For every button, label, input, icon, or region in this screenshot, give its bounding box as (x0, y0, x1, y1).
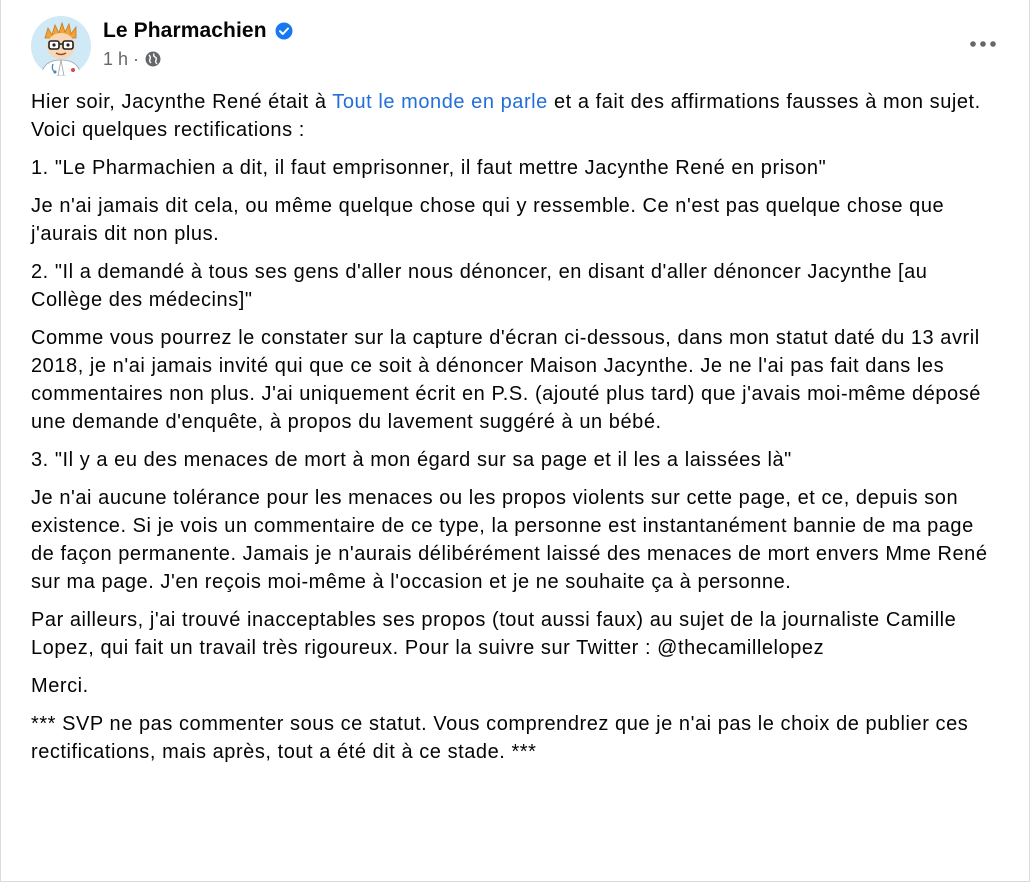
post-paragraph: Par ailleurs, j'ai trouvé inacceptables ses propos (tout aussi faux) au sujet de la journaliste Camille Lopez, qui fait un travail très rigoureux. Pour la suivre sur Twitter : @thecamillelopez (31, 609, 957, 659)
verified-badge-icon (275, 22, 293, 40)
more-options-button[interactable] (965, 28, 1001, 60)
post-paragraph: Je n'ai jamais dit cela, ou même quelque chose qui y ressemble. Ce n'est pas quelque chose que j'aurais dit non plus. (31, 195, 945, 245)
post-paragraph: 3. "Il y a eu des menaces de mort à mon égard sur sa page et il les a laissées là" (31, 449, 792, 471)
post-header (31, 16, 293, 80)
tout-le-monde-en-parle-link[interactable]: Tout le monde en parle (332, 91, 548, 113)
author-avatar[interactable] (31, 16, 91, 76)
post-paragraph: Merci. (31, 675, 89, 697)
post-body (31, 88, 1003, 776)
post-meta (103, 16, 293, 70)
separator-dot: · (133, 48, 140, 69)
post-paragraph: 1. "Le Pharmachien a dit, il faut emprisonner, il faut mettre Jacynthe René en prison" (31, 157, 827, 179)
globe-icon[interactable] (145, 51, 161, 67)
post-timestamp[interactable]: 1 h (103, 48, 129, 69)
author-name[interactable]: Le Pharmachien (103, 19, 267, 42)
post-subline (103, 48, 293, 70)
author-row (103, 18, 293, 44)
post-paragraph-intro (31, 88, 1003, 144)
post-paragraph: Comme vous pourrez le constater sur la capture d'écran ci-dessous, dans mon statut daté du 13 avril 2018, je n'ai jamais invité qui que ce soit à dénoncer Maison Jacynthe. Je ne l'ai pas fait dans les commentaires non plus. J'ai uniquement écrit en P.S. (ajouté plus tard) que j'avais moi-même déposé une demande d'enquête, à propos du lavement suggéré à un bébé. (31, 327, 981, 433)
post-paragraph: Je n'ai aucune tolérance pour les menaces ou les propos violents sur cette page, et ce, depuis son existence. Si je vois un commentaire de ce type, la personne est instantanément bannie de ma page de façon permanente. Jamais je n'aurais délibérément laissé des menaces de mort envers Mme René sur ma page. J'en reçois moi-même à l'occasion et je ne souhaite ça à personne. (31, 487, 988, 593)
pharmachien-avatar-icon (31, 16, 91, 76)
post-paragraph: 2. "Il a demandé à tous ses gens d'aller nous dénoncer, en disant d'aller dénoncer Jacynthe [au Collège des médecins]" (31, 261, 928, 311)
intro-text-start: Hier soir, Jacynthe René était à (31, 91, 333, 113)
more-options-icon (969, 40, 997, 48)
post-paragraph: *** SVP ne pas commenter sous ce statut. Vous comprendrez que je n'ai pas le choix de publier ces rectifications, mais après, tout a été dit à ce stade. *** (31, 713, 969, 763)
intro-text-end: et a fait des affirmations fausses à mon sujet. Voici quelques rectifications : (31, 91, 981, 141)
